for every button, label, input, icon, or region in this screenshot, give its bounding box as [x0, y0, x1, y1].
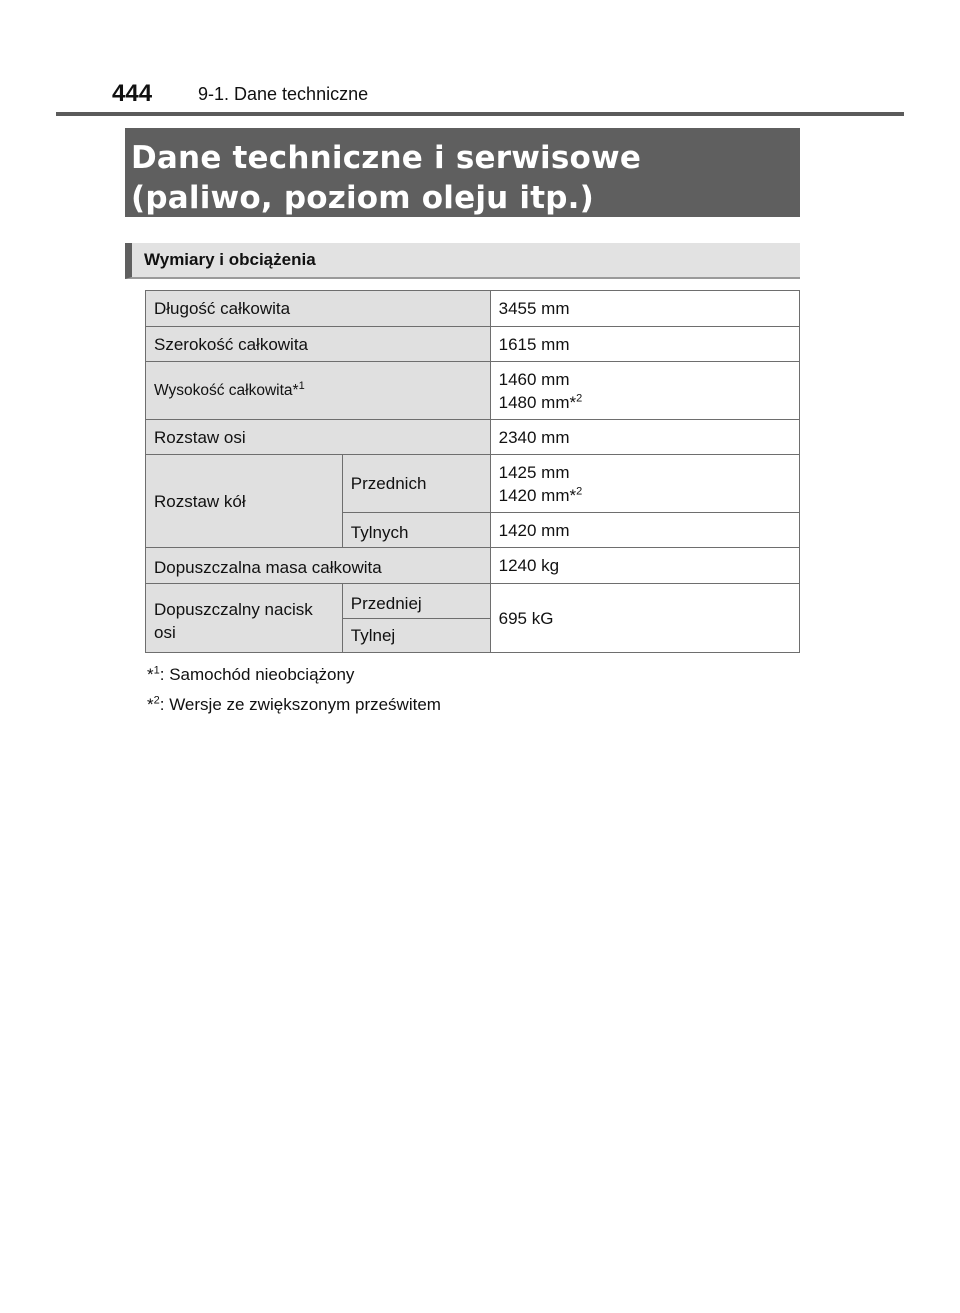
chapter-title: 9-1. Dane techniczne: [198, 84, 369, 104]
footnote: [147, 660, 441, 690]
row-label: Szerokość całkowita: [146, 327, 491, 362]
footnote-ref: 2: [576, 484, 583, 497]
row-label: Rozstaw osi: [146, 420, 491, 455]
row-label-text: Wysokość całkowita*: [154, 382, 299, 399]
table-row: [146, 584, 800, 619]
row-value: 2340 mm: [490, 420, 799, 455]
row-value: 1420 mm: [490, 513, 799, 548]
row-value-text: 1480 mm*: [498, 392, 577, 412]
spec-table: [145, 290, 800, 653]
row-value: 1240 kg: [490, 548, 799, 584]
table-row: [146, 420, 800, 455]
row-value: [490, 455, 799, 513]
sub-label: Tylnych: [342, 513, 490, 548]
row-label: Długość całkowita: [146, 291, 491, 327]
page-header: [0, 0, 960, 120]
footnote-mark: *: [147, 665, 154, 684]
footnote-ref: 2: [576, 391, 583, 404]
sub-label: Przedniej: [342, 584, 490, 619]
page-title: Dane techniczne i serwisowe (paliwo, poziom oleju itp.): [125, 128, 800, 217]
table-row: [146, 291, 800, 327]
row-label: [146, 362, 491, 420]
footnote-text: : Samochód nieobciążony: [159, 665, 355, 684]
row-value: 1615 mm: [490, 327, 799, 362]
page-number: 444: [112, 80, 153, 107]
row-value-line: 1425 mm: [498, 462, 570, 482]
row-label: Rozstaw kół: [146, 455, 343, 548]
footnote-number: 1: [153, 664, 160, 677]
sub-label: Przednich: [342, 455, 490, 513]
row-label: Dopuszczalna masa całkowita: [146, 548, 491, 584]
row-value-line: [499, 391, 791, 414]
sub-label: Tylnej: [342, 619, 490, 653]
table-row: [146, 455, 800, 513]
footnote-text: : Wersje ze zwiększonym prześwitem: [159, 695, 441, 714]
footnote-mark: *: [147, 695, 154, 714]
footnote: [147, 690, 441, 720]
footnote-number: 2: [153, 694, 160, 707]
table-row: [146, 327, 800, 362]
row-value: 3455 mm: [490, 291, 799, 327]
row-value: [490, 362, 799, 420]
header-rule: [56, 112, 904, 116]
footnotes: [147, 660, 441, 720]
row-value-text: 1420 mm*: [498, 485, 577, 505]
section-heading: [125, 243, 800, 279]
row-value-line: [499, 484, 791, 507]
section-heading-text: Wymiary i obciążenia: [144, 250, 316, 269]
row-value: 695 kG: [490, 584, 799, 653]
row-value-line: 1460 mm: [498, 369, 570, 389]
row-label: Dopuszczalny nacisk osi: [146, 584, 343, 653]
footnote-ref: 1: [298, 379, 305, 392]
table-row: [146, 362, 800, 420]
table-row: [146, 548, 800, 584]
